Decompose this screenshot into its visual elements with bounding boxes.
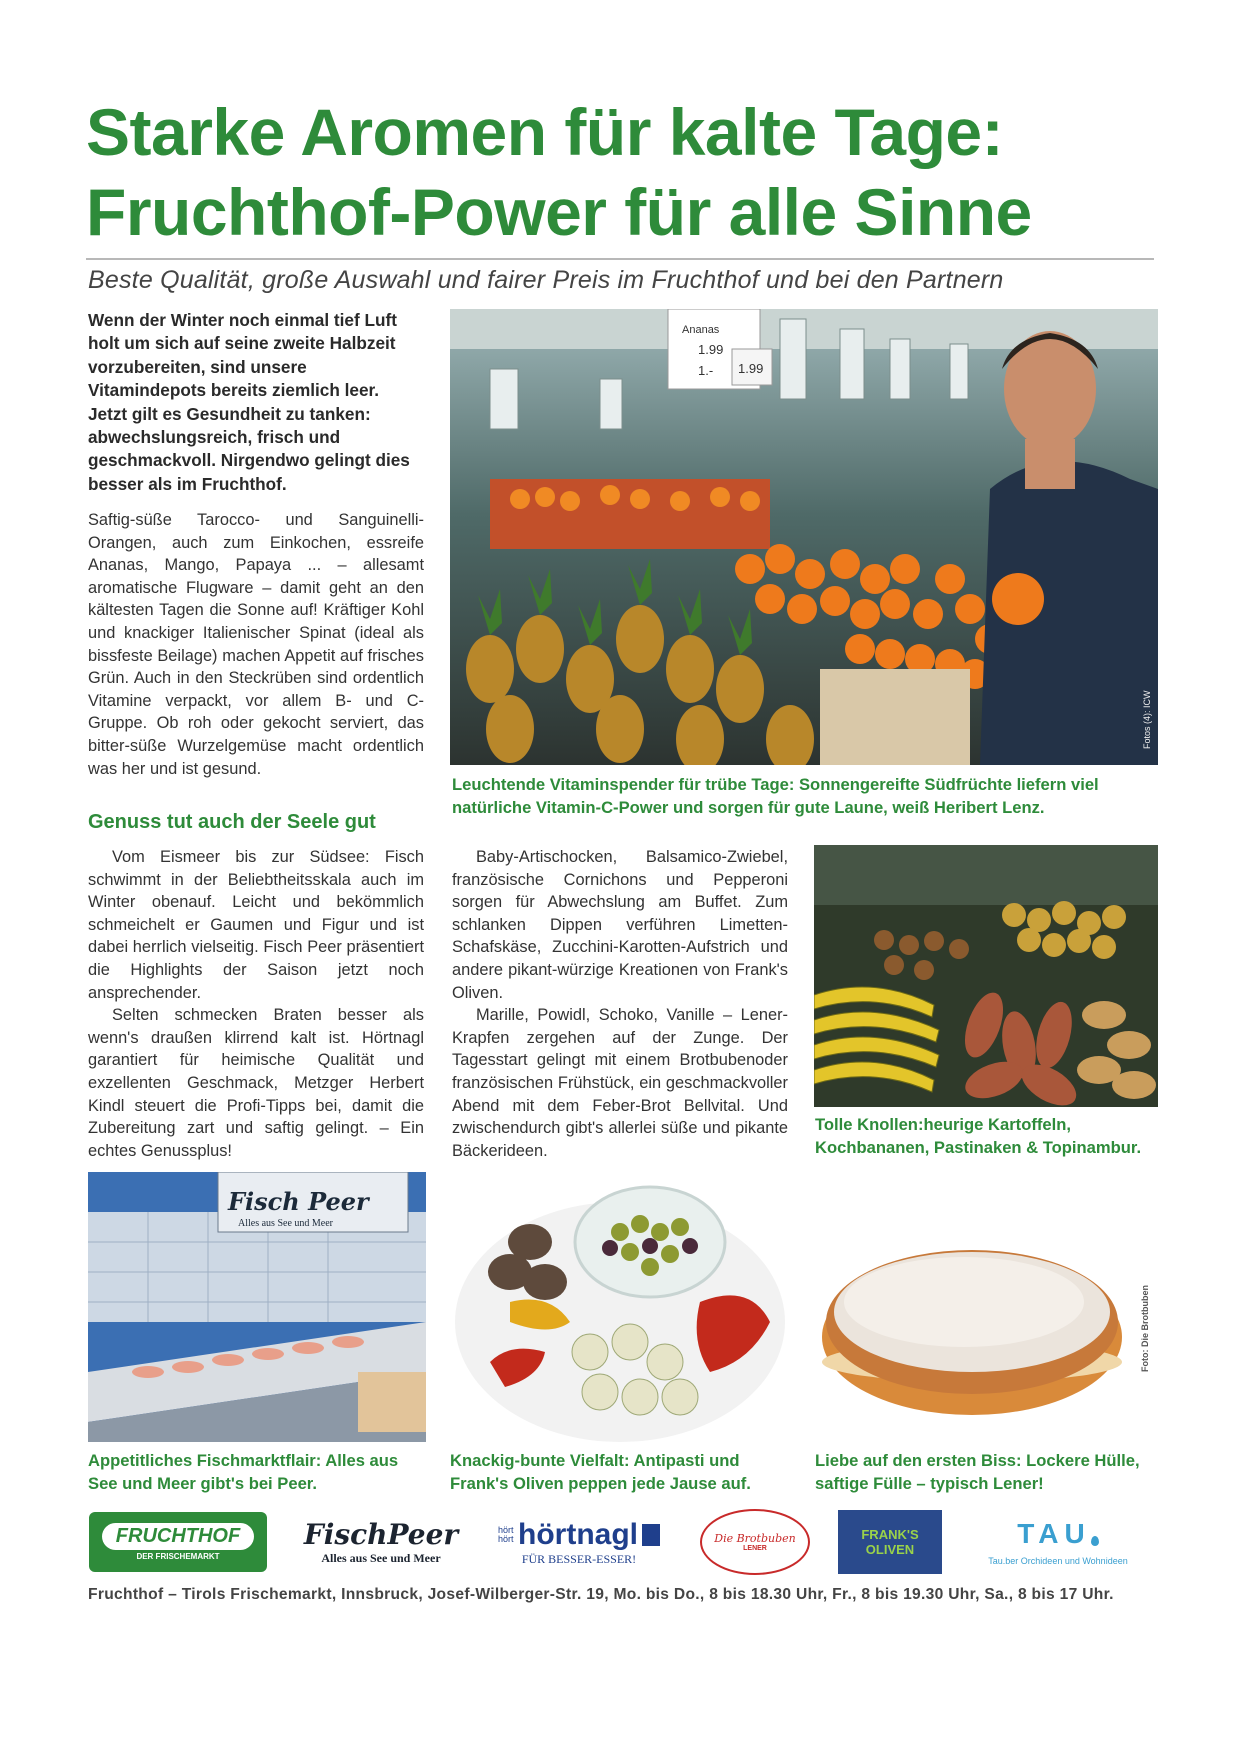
hoertnagl-wordmark: hörtnagl <box>518 1517 638 1551</box>
price-sign <box>668 309 772 389</box>
paragraph-meat: Selten schmecken Braten besser als wenn's draußen klirrend kalt ist. Hörtnagl garantiert für heimische Qualität und exzellenten Geschmack, Metzger Herbert Kindl steuert die Profi-Tipps bei, damit die Zubereitung zart und saftig gelingt. – Ein echtes Genussplus! <box>88 1006 424 1160</box>
krapfen-photo <box>814 1172 1158 1442</box>
brotbuben-tagline: LENER <box>743 1545 767 1552</box>
caption-main-photo: Leuchtende Vitaminspender für trübe Tage: Sonnengereifte Südfrüchte liefern viel natürliche Vitamin-C-Power und sorgen für gute Laune, weiß Heribert Lenz. <box>452 775 1099 817</box>
column-2-text <box>452 846 788 1162</box>
svg-text:1.99: 1.99 <box>698 342 724 357</box>
fish-counter-photo <box>88 1172 426 1442</box>
tau-wordmark: TAU <box>1017 1518 1091 1549</box>
footer-address: Fruchthof – Tirols Frischemarkt, Innsbruck, Josef-Wilberger-Str. 19, Mo. bis Do., 8 bis 18.30 Uhr, Fr., 8 bis 19.30 Uhr, Sa., 8 bis 17 Uhr. <box>88 1586 1114 1603</box>
headline-line-1: Starke Aromen für kalte Tage: <box>86 95 1004 169</box>
water-drop-icon <box>1091 1536 1099 1546</box>
subtitle: Beste Qualität, große Auswahl und fairer Preis im Fruchthof und bei den Partnern <box>88 266 1004 294</box>
svg-text:1.-: 1.- <box>698 363 714 378</box>
franks-wordmark: FRANK'S OLIVEN <box>861 1527 919 1557</box>
logo-fruchthof[interactable] <box>88 1510 268 1574</box>
headline <box>86 92 1166 252</box>
hoertnagl-emblem-icon <box>642 1524 660 1546</box>
lead-paragraph: Wenn der Winter noch einmal tief Luft holt um sich auf seine zweite Halbzeit vorzubereiten, sind unsere Vitamindepots bereits ziemlich leer. Jetzt gilt es Gesundheit zu tanken: abwechslungsreich, frisch und geschmackvoll. Nirgendwo gelingt dies besser als im Fruchthof. <box>88 310 410 494</box>
logo-fisch-peer[interactable] <box>296 1510 466 1574</box>
logo-hoertnagl[interactable] <box>484 1510 674 1574</box>
fruchthof-wordmark: FRUCHTHOF <box>115 1525 241 1547</box>
svg-text:Ananas: Ananas <box>682 324 720 336</box>
headline-line-2: Fruchthof-Power für alle Sinne <box>86 175 1032 249</box>
paragraph-fish: Vom Eismeer bis zur Südsee: Fisch schwimmt in der Beliebtheitsskala auch im Winter obenauf. Leicht und bekömmlich schmeichelt er Gaumen und Figur und ist dabei herrlich vielseitig. Fisch Peer präsentiert die Highlights der Saison jetzt noch ansprechender. <box>88 848 424 1002</box>
fruchthof-tagline: DER FRISCHEMARKT <box>136 1552 220 1561</box>
svg-text:Foto: Die Brotbuben: Foto: Die Brotbuben <box>1140 1285 1150 1372</box>
caption-antipasti: Knackig-bunte Vielfalt: Antipasti und Frank's Oliven peppen jede Jause auf. <box>450 1451 751 1493</box>
caption-krapfen: Liebe auf den ersten Biss: Lockere Hülle, saftige Fülle – typisch Lener! <box>815 1451 1140 1493</box>
caption-fish: Appetitliches Fischmarktflair: Alles aus See und Meer gibt's bei Peer. <box>88 1451 399 1493</box>
svg-text:1.99: 1.99 <box>738 361 764 376</box>
logo-franks-oliven[interactable] <box>836 1510 944 1574</box>
hoertnagl-small: hört hört <box>498 1524 514 1544</box>
svg-text:Fotos (4): ICW: Fotos (4): ICW <box>1142 690 1152 749</box>
hoertnagl-tagline: FÜR BESSER-ESSER! <box>521 1551 637 1566</box>
column-1-lower <box>88 846 424 1162</box>
paragraph-antipasti: Baby-Artischocken, Balsamico-Zwiebel, französische Cornichons und Pepperoni sorgen für Abwechslung am Buffet. Zum schlanken Dippen verführen Limetten-Schafskäse, Zucchini-Karotten-Aufstrich und andere pikant-würzige Kreationen von Frank's Oliven. <box>452 848 788 1002</box>
paragraph-bakery: Marille, Powidl, Schoko, Vanille – Lener-Krapfen zergehen auf der Zunge. Der Tagesstart gelingt mit einem Brotbubenoder französischen Frühstück, ein geschmackvoller Abend mit dem Feber-Brot Bellvital. Und zwischendurch gibt's allerlei süße und pikante Bäckerideen. <box>452 1006 788 1160</box>
fischpeer-wordmark: FischPeer <box>303 1518 459 1551</box>
brotbuben-wordmark: Die Brotbuben <box>714 1532 796 1545</box>
market-photo <box>450 309 1158 765</box>
section-heading: Genuss tut auch der Seele gut <box>88 811 376 833</box>
headline-rule <box>86 258 1154 260</box>
svg-text:Fisch Peer: Fisch Peer <box>228 1187 369 1216</box>
fischpeer-tagline: Alles aus See und Meer <box>321 1551 441 1565</box>
paragraph-produce: Saftig-süße Tarocco- und Sanguinelli-Orangen, auch zum Einkochen, essreife Ananas, Mango, Papaya ... – allesamt aromatische Flugware – damit geht an den kältesten Tagen die Sonne auf! Kräftiger Kohl und knackiger Italienischer Spinat (ideal als bissfeste Beilage) machen Appetit auf frisches Grün. Auch in den Steckrüben sind ordentlich Vitamine verpackt, vor allem B- und C-Gruppe. Ob roh oder gekocht serviert, das bitter-süße Wurzelgemüse macht ordentlich was her und ist gesund. <box>88 511 424 778</box>
tubers-photo <box>814 845 1158 1107</box>
caption-tubers: Tolle Knollen:heurige Kartoffeln, Kochbananen, Pastinaken & Topinambur. <box>815 1115 1142 1157</box>
logo-tau[interactable] <box>958 1510 1158 1574</box>
antipasti-photo <box>450 1172 790 1442</box>
svg-text:Alles aus See und Meer: Alles aus See und Meer <box>238 1218 333 1229</box>
tau-tagline: Tau.ber Orchideen und Wohnideen <box>988 1556 1128 1566</box>
logo-die-brotbuben[interactable] <box>700 1510 810 1574</box>
